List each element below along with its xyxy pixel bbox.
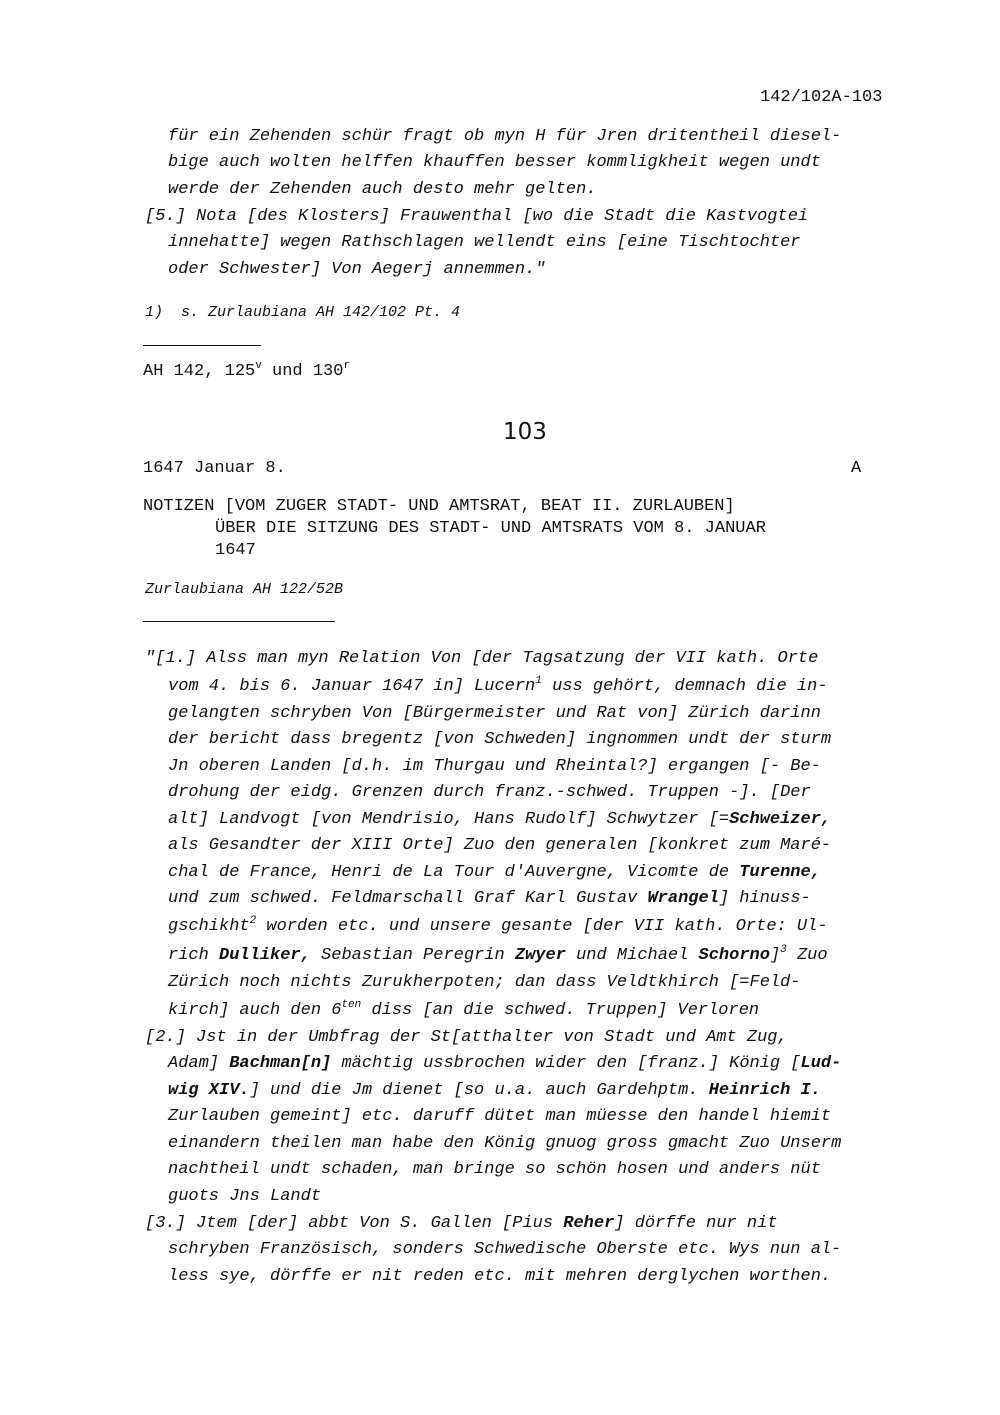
person-name: Wrangel [647, 889, 719, 908]
text-line: Jn oberen Landen [d.h. im Thurgau und Rheintal?] ergangen [- Be- [168, 757, 821, 776]
text-line: [5.] Nota [des Klosters] Frauwenthal [wo die Stadt die Kastvogtei [145, 207, 809, 226]
person-name: wig XIV. [168, 1081, 250, 1100]
text-line: "[1.] Alss man myn Relation Von [der Tagsatzung der VII kath. Orte [145, 649, 819, 668]
text-line: [3.] Jtem [der] abbt Von S. Gallen [Pius Reher] dörffe nur nit [145, 1214, 778, 1233]
text-line: für ein Zehenden schür fragt ob myn H für Jren dritentheil diesel- [168, 127, 842, 146]
text-line: einandern theilen man habe den König gnuog gross gmacht Zuo Unserm [168, 1134, 842, 1153]
text-line: drohung der eidg. Grenzen durch franz.-schwed. Truppen -]. [Der [168, 783, 811, 802]
footnote-divider [143, 345, 261, 346]
text-line: Zurlauben gemeint] etc. daruff dütet man müesse den handel hiemit [168, 1107, 832, 1126]
text-line: innehatte] wegen Rathschlagen wellendt eins [eine Tischtochter [168, 233, 801, 252]
source-divider [143, 621, 335, 622]
person-name: Schorno [698, 946, 770, 965]
text-line: werde der Zehenden auch desto mehr gelten. [168, 180, 597, 199]
person-name: Lud- [800, 1054, 842, 1073]
text-line: und zum schwed. Feldmarschall Graf Karl Gustav Wrangel] hinuss- [168, 889, 811, 908]
ordinal-suffix: ten [341, 999, 362, 1011]
text-line: als Gesandter der XIII Orte] Zuo den generalen [konkret zum Maré- [168, 836, 832, 855]
person-name: Dulliker, [219, 946, 311, 965]
footnote-ref: 1 [535, 675, 542, 687]
document-number: 103 [503, 419, 547, 445]
footnote-ref: 2 [249, 915, 257, 927]
person-name: Reher [563, 1214, 615, 1233]
text-line: less sye, dörffe er nit reden etc. mit mehren derglychen worthen. [168, 1267, 832, 1286]
text-line: chal de France, Henri de La Tour d'Auvergne, Vicomte de Turenne, [168, 863, 821, 882]
person-name: Turenne, [739, 863, 821, 882]
text-line: vom 4. bis 6. Januar 1647 in] Lucern$^1$ uss gehört, demnach die in- [168, 675, 828, 696]
text-line: bige auch wolten helffen khauffen besser kommligkheit wegen undt [168, 153, 821, 172]
title-line: 1647 [215, 541, 256, 560]
text-line: rich Dulliker, Sebastian Peregrin Zwyer und Michael Schorno]$^3$ Zuo [168, 944, 828, 965]
text-line: kirch] auch den $6^{ten}$ diss [an die schwed. Truppen] Verloren [168, 999, 760, 1020]
text-line: alt] Landvogt [von Mendrisio, Hans Rudolf] Schwytzer [=Schweizer, [168, 810, 832, 829]
text-line: gschikht$^2$ worden etc. und unsere gesante [der VII kath. Orte: Ul- [168, 915, 828, 936]
person-name: Zwyer [514, 946, 566, 965]
text-line: schryben Französisch, sonders Schwedische Oberste etc. Wys nun al- [168, 1240, 842, 1259]
text-line: Adam] Bachman[n] mächtig ussbrochen wider den [franz.] König [Lud- [168, 1054, 842, 1073]
document-date: 1647 Januar 8. [143, 459, 286, 478]
text-line: Zürich noch nichts Zurukherpoten; dan dass Veldtkhirch [=Feld- [168, 973, 801, 992]
footnote-ref: 3 [780, 944, 787, 956]
person-name: Schweizer, [729, 810, 832, 829]
document-type-letter: A [851, 459, 862, 478]
text-line: nachtheil undt schaden, man bringe so schön hosen und anders nüt [168, 1160, 821, 1179]
person-name: Heinrich I. [708, 1081, 821, 1100]
text-line: [2.] Jst in der Umbfrag der St[atthalter von Stadt und Amt Zug, [145, 1028, 788, 1047]
text-line: der bericht dass bregentz [von Schweden] ingnommen undt der sturm [168, 730, 832, 749]
title-line: NOTIZEN [VOM ZUGER STADT- UND AMTSRAT, BEAT II. ZURLAUBEN] [143, 497, 735, 516]
text-line: gelangten schryben Von [Bürgermeister und Rat von] Zürich darinn [168, 704, 821, 723]
document-source: Zurlaubiana AH 122/52B [145, 581, 344, 598]
text-line: oder Schwester] Von Aegerj annemmen." [168, 260, 546, 279]
archival-source: AH 142, 125$^v$ und 130$^r$ [143, 360, 351, 381]
footnote: 1) s. Zurlaubiana AH 142/102 Pt. 4 [145, 304, 461, 321]
text-line: guots Jns Landt [168, 1187, 322, 1206]
text-line: wig XIV.] und die Jm dienet [so u.a. auch Gardehptm. Heinrich I. [168, 1081, 821, 1100]
title-line: ÜBER DIE SITZUNG DES STADT- UND AMTSRATS VOM 8. JANUAR [215, 519, 766, 538]
person-name: Bachman[n] [229, 1054, 332, 1073]
page-reference: 142/102A-103 [760, 88, 883, 107]
